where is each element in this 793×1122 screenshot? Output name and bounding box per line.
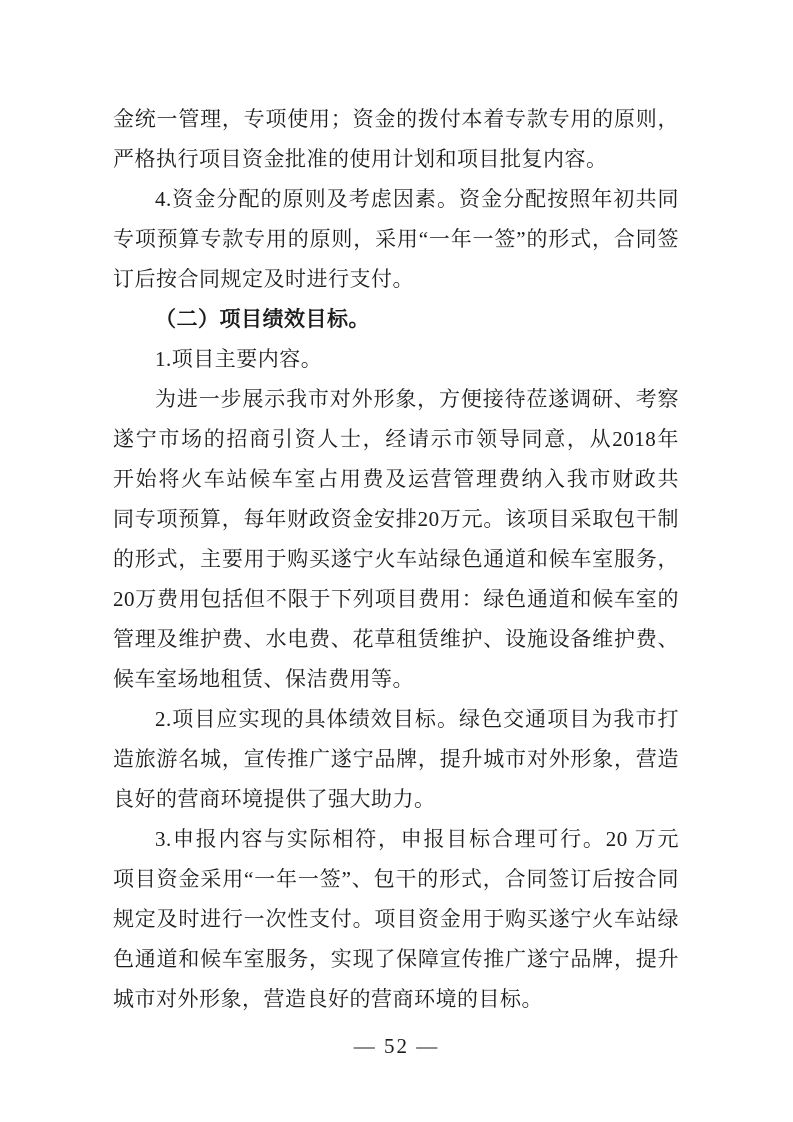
text-line: 候车室场地租赁、保洁费用等。 <box>113 667 414 691</box>
text-line: 开始将火车站候车室占用费及运营管理费纳入我市财政共 <box>113 467 679 491</box>
text-line: 遂宁市场的招商引资人士，经请示市领导同意，从2018年 <box>113 427 679 451</box>
text-line: 4.资金分配的原则及考虑因素。资金分配按照年初共同 <box>155 187 679 211</box>
text-line: 严格执行项目资金批准的使用计划和项目批复内容。 <box>113 147 608 171</box>
text-line: 色通道和候车室服务，实现了保障宣传推广遂宁品牌，提升 <box>113 947 679 971</box>
text-line: 城市对外形象，营造良好的营商环境的目标。 <box>113 987 543 1011</box>
text-line: 造旅游名城，宣传推广遂宁品牌，提升城市对外形象，营造 <box>113 747 679 771</box>
text-line: 3.申报内容与实际相符，申报目标合理可行。20 万元 <box>155 827 679 851</box>
text-line: 专项预算专款专用的原则，采用“一年一签”的形式，合同签 <box>113 227 679 251</box>
page-number: — 52 — <box>353 1034 440 1058</box>
text-line: 金统一管理，专项使用；资金的拨付本着专款专用的原则， <box>113 107 679 131</box>
text-line: 1.项目主要内容。 <box>155 347 323 371</box>
text-line: 管理及维护费、水电费、花草租赁维护、设施设备维护费、 <box>113 627 679 651</box>
text-line: 20万费用包括但不限于下列项目费用：绿色通道和候车室的 <box>113 587 679 611</box>
text-line: 订后按合同规定及时进行支付。 <box>113 267 414 291</box>
text-line: 规定及时进行一次性支付。项目资金用于购买遂宁火车站绿 <box>113 907 679 931</box>
text-line: 的形式，主要用于购买遂宁火车站绿色通道和候车室服务， <box>113 547 679 571</box>
text-line: 项目资金采用“一年一签”、包干的形式，合同签订后按合同 <box>113 867 679 891</box>
section-heading: （二）项目绩效目标。 <box>155 307 370 331</box>
text-line: 良好的营商环境提供了强大助力。 <box>113 787 436 811</box>
text-line: 同专项预算，每年财政资金安排20万元。该项目采取包干制 <box>113 507 679 531</box>
text-line: 2.项目应实现的具体绩效目标。绿色交通项目为我市打 <box>155 707 679 731</box>
document-text-block <box>113 99 679 1019</box>
text-line: 为进一步展示我市对外形象，方便接待莅遂调研、考察 <box>155 387 679 411</box>
